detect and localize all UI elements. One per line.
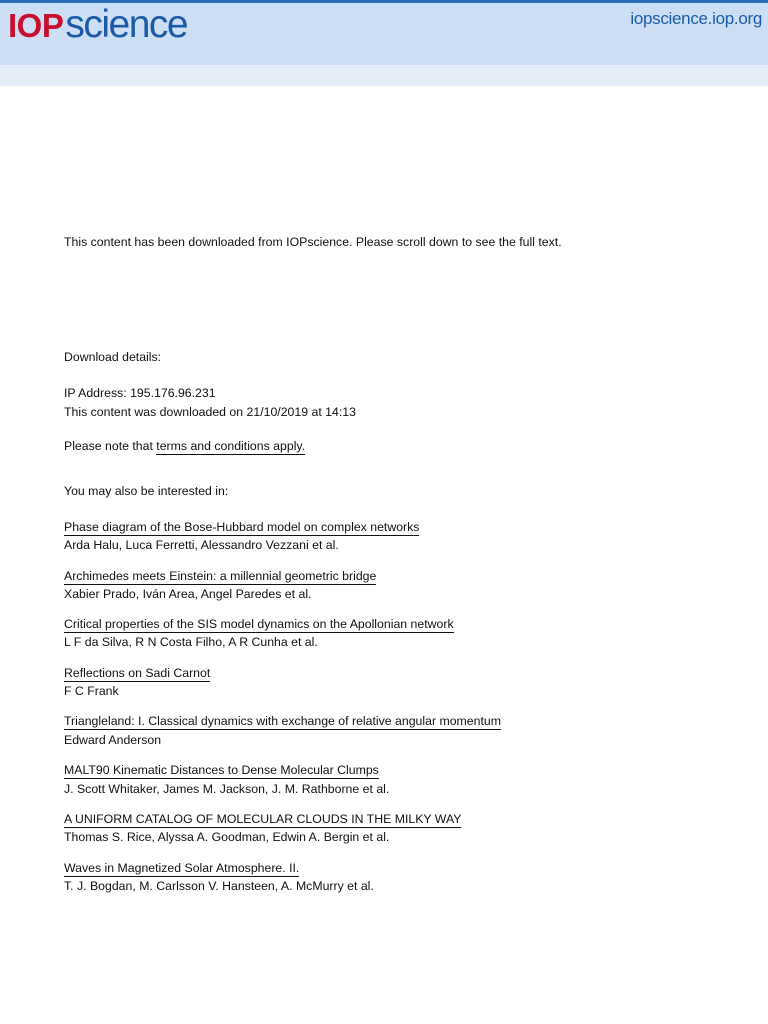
terms-prefix: Please note that [64, 439, 157, 453]
related-title-link[interactable]: A UNIFORM CATALOG OF MOLECULAR CLOUDS IN THE MILKY WAY [64, 812, 462, 826]
related-title-link[interactable]: Triangleland: I. Classical dynamics with exchange of relative angular momentum [64, 714, 501, 728]
related-title-link[interactable]: Critical properties of the SIS model dynamics on the Apollonian network [64, 617, 454, 631]
related-authors: L F da Silva, R N Costa Filho, A R Cunha et al. [64, 635, 318, 649]
site-header [0, 3, 768, 65]
site-url-link[interactable]: iopscience.iop.org [630, 9, 762, 28]
logo-iop-text: IOP [8, 7, 64, 44]
related-heading: You may also be interested in: [64, 484, 229, 498]
related-title-link[interactable]: Waves in Magnetized Solar Atmosphere. II. [64, 861, 300, 875]
related-authors: J. Scott Whitaker, James M. Jackson, J. M. Rathborne et al. [64, 782, 390, 796]
header-sub-bar [0, 65, 768, 86]
related-authors: F C Frank [64, 684, 119, 698]
related-title-link[interactable]: Archimedes meets Einstein: a millennial geometric bridge [64, 569, 377, 583]
terms-link[interactable]: terms and conditions apply. [156, 439, 306, 453]
iopscience-logo[interactable] [8, 5, 187, 44]
related-authors: Thomas S. Rice, Alyssa A. Goodman, Edwin A. Bergin et al. [64, 830, 390, 844]
terms-notice [64, 438, 305, 454]
download-details-heading: Download details: [64, 350, 162, 364]
ip-address: IP Address: 195.176.96.231 [64, 386, 216, 400]
logo-science-text: science [65, 3, 188, 46]
related-authors: Xabier Prado, Iván Area, Angel Paredes et al. [64, 587, 312, 601]
related-authors: Edward Anderson [64, 733, 162, 747]
related-authors: Arda Halu, Luca Ferretti, Alessandro Vezzani et al. [64, 538, 339, 552]
related-authors: T. J. Bogdan, M. Carlsson V. Hansteen, A. McMurry et al. [64, 879, 374, 893]
download-date: This content was downloaded on 21/10/2019 at 14:13 [64, 405, 356, 419]
related-title-link[interactable]: Reflections on Sadi Carnot [64, 666, 211, 680]
download-notice: This content has been downloaded from IOPscience. Please scroll down to see the full text. [64, 235, 562, 249]
related-title-link[interactable]: MALT90 Kinematic Distances to Dense Molecular Clumps [64, 763, 379, 777]
related-title-link[interactable]: Phase diagram of the Bose-Hubbard model on complex networks [64, 520, 420, 534]
